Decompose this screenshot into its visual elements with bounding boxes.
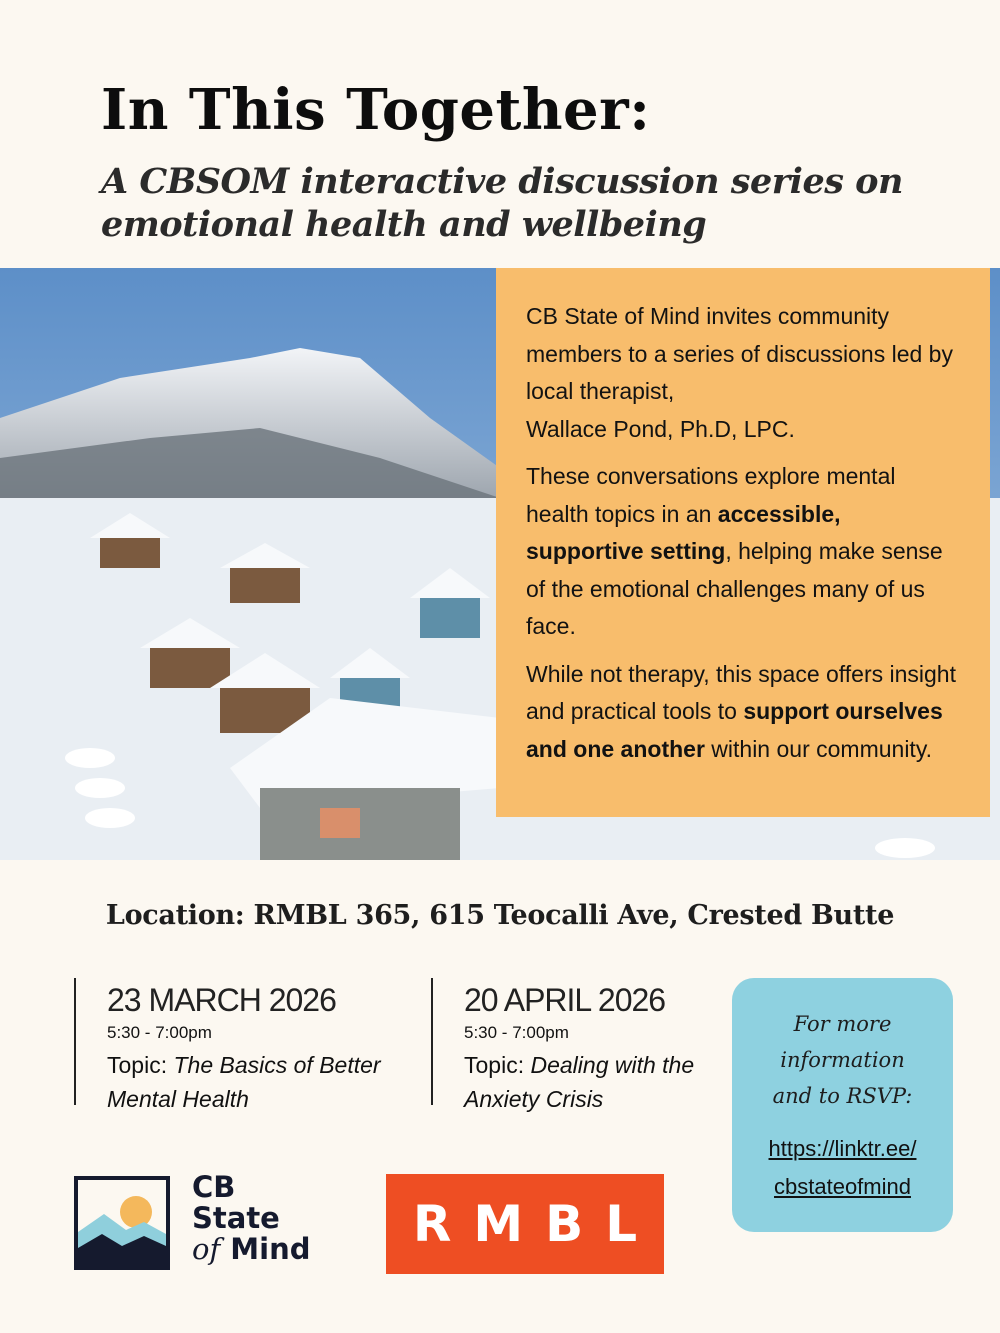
intro-emphasis: support ourselves and one another	[526, 698, 943, 762]
cb-logo-wordmark	[192, 1172, 311, 1265]
page-subtitle: A CBSOM interactive discussion series on emotional health and wellbeing	[101, 161, 903, 245]
logo-mind: Mind	[220, 1232, 311, 1266]
intro-paragraph-1	[526, 298, 960, 448]
rsvp-link-line: https://linktr.ee/	[768, 1136, 917, 1161]
logo-of: of	[192, 1232, 221, 1266]
rsvp-link[interactable]	[732, 1130, 953, 1206]
logo-line	[192, 1234, 311, 1265]
logo-line: State	[192, 1201, 280, 1235]
mountain-sun-icon	[74, 1176, 170, 1270]
page-title: In This Together:	[101, 77, 651, 143]
intro-emphasis: accessible, supportive setting	[526, 500, 841, 564]
topic-label: Topic:	[107, 1052, 174, 1078]
topic-title: The Basics of Better Mental Health	[107, 1052, 381, 1112]
event-time: 5:30 - 7:00pm	[464, 1023, 569, 1042]
intro-text: While not therapy, this space offers insight and practical tools to	[526, 660, 956, 724]
rmbl-logo: RMBL	[386, 1174, 664, 1274]
topic-label: Topic:	[464, 1052, 531, 1078]
intro-text: CB State of Mind invites community members to a series of discussions led by local therapist,	[526, 303, 953, 404]
event-topic	[464, 1048, 731, 1116]
intro-paragraph-2	[526, 458, 960, 646]
event-date: 20 APRIL 2026	[464, 982, 666, 1018]
event-date: 23 MARCH 2026	[107, 982, 336, 1018]
rsvp-box	[732, 978, 953, 1232]
event-session-1	[74, 978, 404, 1112]
intro-text: , helping make sense of the emotional challenges many of us face.	[526, 538, 943, 639]
intro-text: within our community.	[704, 735, 932, 762]
event-session-2	[431, 978, 731, 1112]
event-topic	[107, 1048, 404, 1116]
intro-paragraph-3	[526, 656, 960, 769]
rsvp-lead: For more information and to RSVP:	[772, 1012, 913, 1108]
topic-title: Dealing with the Anxiety Crisis	[464, 1052, 695, 1112]
logo-line: CB	[192, 1170, 236, 1204]
intro-text: These conversations explore mental health topics in an	[526, 463, 896, 527]
therapist-name: Wallace Pond, Ph.D, LPC.	[526, 415, 795, 442]
cb-state-of-mind-logo	[74, 1172, 334, 1272]
event-location: Location: RMBL 365, 615 Teocalli Ave, Crested Butte	[105, 900, 895, 931]
event-time: 5:30 - 7:00pm	[107, 1023, 212, 1042]
rsvp-link-line: cbstateofmind	[774, 1174, 911, 1199]
intro-box	[496, 268, 990, 817]
